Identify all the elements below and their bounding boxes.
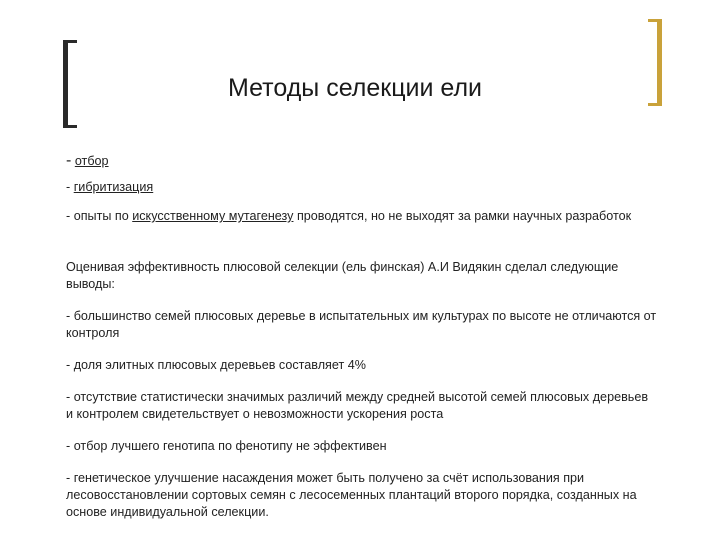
method-item-selection (66, 152, 658, 170)
method-item-hybridization (66, 179, 658, 196)
method-item-mutagenesis (66, 208, 658, 225)
slide-title: Методы селекции ели (227, 74, 483, 102)
conclusion-item: - генетическое улучшение насаждения может быть получено за счёт использования при лесовосстановлении сортовых семян с лесосеменных плантаций второго порядка, созданных на основе индивидуальной селекции. (66, 471, 637, 519)
conclusion-item: - большинство семей плюсовых деревье в испытательных им культурах по высоте не отличаются от контроля (66, 309, 657, 340)
conclusion-item: - отсутствие статистически значимых различий между средней высотой семей плюсовых деревьев и контролем свидетельствует о невозможности ускорения роста (66, 390, 649, 421)
conclusion-item: - отбор лучшего генотипа по фенотипу не эффективен (66, 439, 387, 453)
method-link-hybridization[interactable]: гибритизация (73, 180, 154, 194)
list-dash: - (66, 180, 71, 194)
left-bracket-decoration (63, 40, 77, 128)
method-link-selection[interactable]: отбор (74, 154, 109, 168)
slide-content (66, 152, 658, 521)
conclusion-item: - доля элитных плюсовых деревьев составляет 4% (66, 358, 366, 372)
mutagenesis-suffix: проводятся, но не выходят за рамки научных разработок (293, 209, 632, 223)
vidyakin-intro: Оценивая эффективность плюсовой селекции (ель финская) А.И Видякин сделал следующие выводы: (66, 260, 619, 291)
list-dash: - (66, 152, 72, 169)
mutagenesis-link[interactable]: искусственному мутагенезу (132, 209, 294, 223)
mutagenesis-prefix: - опыты по (66, 209, 133, 223)
right-bracket-decoration (648, 19, 662, 106)
